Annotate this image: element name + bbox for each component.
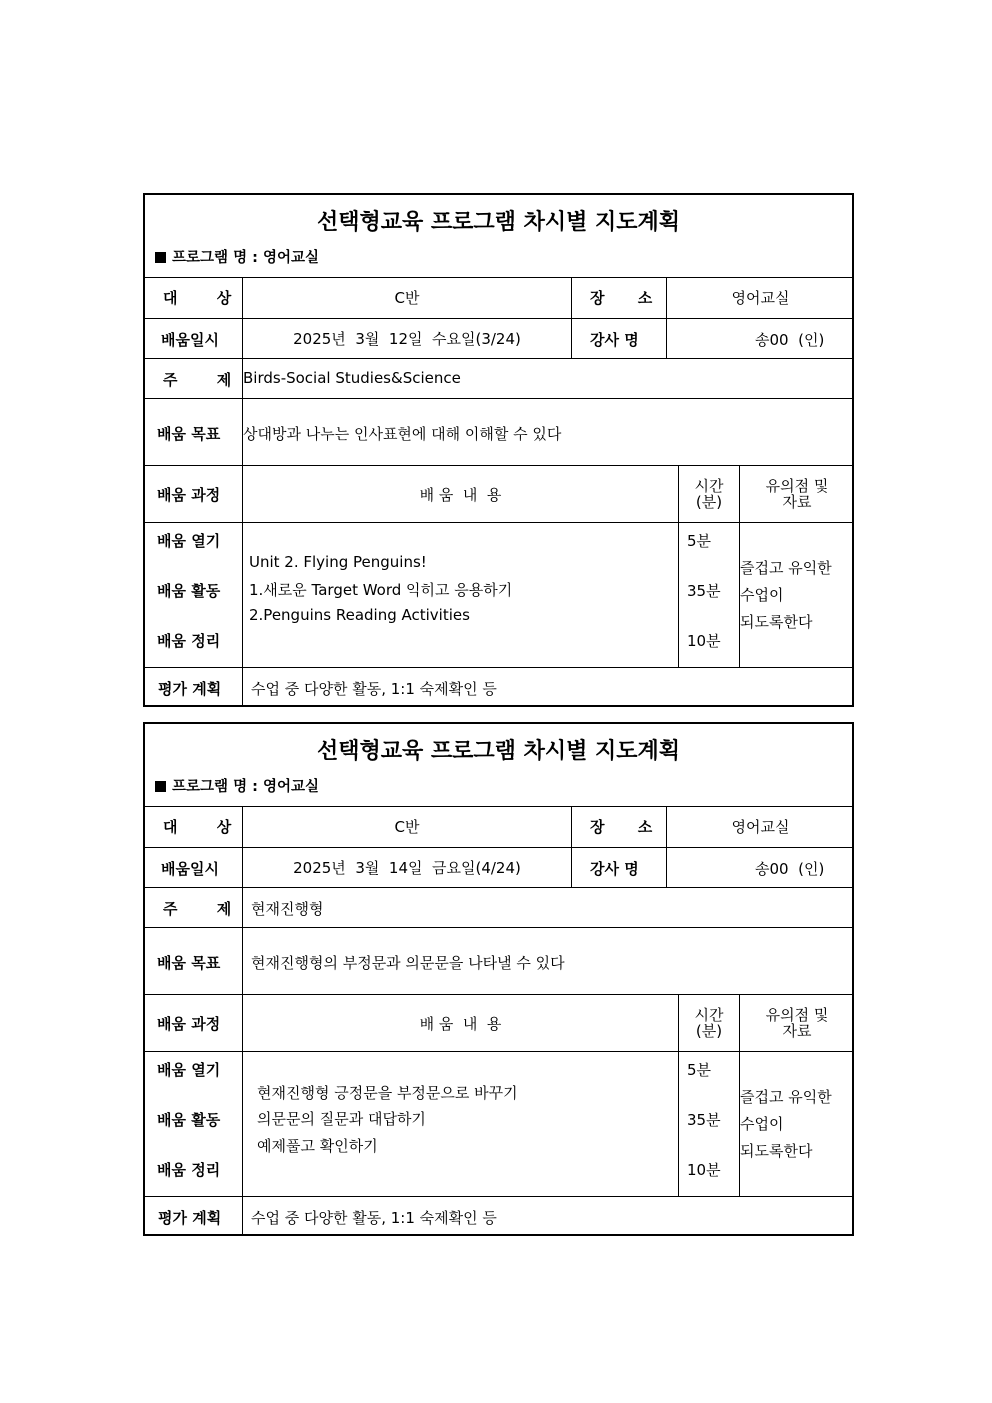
- teacher-value: 송00 (인): [755, 331, 825, 349]
- content-header-cell: [242, 994, 678, 1051]
- date-value: 2025년 3월 14일 금요일(4/24): [293, 859, 521, 877]
- content-header: 배 움 내 용: [419, 485, 502, 504]
- goal-label: 배움 목표: [157, 954, 221, 972]
- place-label-cell: [571, 806, 666, 847]
- content-line: 현재진행형 긍정문을 부정문으로 바꾸기: [257, 1084, 518, 1102]
- process-header: 배움 과정: [157, 1015, 221, 1033]
- topic-label-cell: [145, 358, 242, 398]
- process-header-cell: [145, 994, 242, 1051]
- notes-cell: [739, 1051, 854, 1196]
- place-label-cell: [571, 277, 666, 318]
- notes-header: 유의점 및 자료: [765, 1006, 829, 1040]
- square-bullet-icon: [155, 781, 166, 792]
- goal-label-cell: [145, 398, 242, 465]
- teacher-value-cell: [666, 318, 854, 358]
- topic-value: 현재진행형: [251, 900, 324, 918]
- teacher-label-cell: [571, 847, 666, 887]
- time-activity: 35분: [687, 582, 721, 600]
- content-line: 의문문의 질문과 대답하기: [257, 1110, 426, 1128]
- target-value-cell: [242, 806, 571, 847]
- time-header-cell: [678, 465, 739, 522]
- goal-label: 배움 목표: [157, 425, 221, 443]
- topic-label: 주 제: [163, 371, 232, 389]
- content-header: 배 움 내 용: [419, 1014, 502, 1033]
- goal-value: 상대방과 나누는 인사표현에 대해 이해할 수 있다: [243, 425, 562, 443]
- topic-label-cell: [145, 887, 242, 927]
- notes-line: 되도록한다: [740, 1142, 813, 1160]
- target-label: 대 상: [163, 818, 232, 836]
- place-label: 장 소: [590, 818, 653, 836]
- step-close: 배움 정리: [157, 1161, 221, 1179]
- content-cell: [242, 1051, 678, 1196]
- time-close: 10분: [687, 632, 721, 650]
- step-activity: 배움 활동: [157, 582, 221, 600]
- place-value-cell: [666, 806, 854, 847]
- program-name: 프로그램 명 : 영어교실: [155, 775, 325, 796]
- place-label: 장 소: [590, 289, 653, 307]
- teacher-value: 송00 (인): [755, 860, 825, 878]
- eval-value: 수업 중 다양한 활동, 1:1 숙제확인 등: [251, 680, 497, 698]
- teacher-label: 강사 명: [590, 331, 639, 349]
- time-header-cell: [678, 994, 739, 1051]
- lesson-plan-1: [143, 193, 854, 707]
- teacher-label-cell: [571, 318, 666, 358]
- notes-line: 수업이: [740, 1115, 784, 1133]
- time-activity: 35분: [687, 1111, 721, 1129]
- content-line: Unit 2. Flying Penguins!: [249, 553, 427, 571]
- plan-title: 선택형교육 프로그램 차시별 지도계획: [316, 209, 680, 235]
- step-open: 배움 열기: [157, 1061, 221, 1079]
- content-cell: [242, 522, 678, 667]
- date-value: 2025년 3월 12일 수요일(3/24): [293, 330, 521, 348]
- eval-label: 평가 계획: [158, 680, 222, 698]
- time-header: 시간 (분): [694, 477, 724, 511]
- notes-line: 수업이: [740, 586, 784, 604]
- goal-value: 현재진행형의 부정문과 의문문을 나타낼 수 있다: [251, 954, 565, 972]
- step-close: 배움 정리: [157, 632, 221, 650]
- target-label: 대 상: [163, 289, 232, 307]
- target-value: C반: [394, 818, 420, 836]
- content-line: 1.새로운 Target Word 익히고 응용하기: [249, 581, 513, 599]
- notes-cell: [739, 522, 854, 667]
- content-header-cell: [242, 465, 678, 522]
- time-open: 5분: [687, 532, 712, 550]
- goal-value-cell: [242, 398, 854, 465]
- topic-value: Birds-Social Studies&Science: [243, 369, 461, 387]
- date-label: 배움일시: [161, 860, 219, 878]
- process-header: 배움 과정: [157, 486, 221, 504]
- notes-header-cell: [739, 994, 854, 1051]
- eval-value-cell: [242, 1196, 854, 1234]
- steps-cell: [145, 522, 242, 667]
- lesson-plan-2: [143, 722, 854, 1236]
- place-value: 영어교실: [731, 818, 790, 836]
- topic-label: 주 제: [163, 900, 232, 918]
- eval-value-cell: [242, 667, 854, 705]
- eval-label-cell: [145, 1196, 242, 1234]
- date-value-cell: [242, 318, 571, 358]
- content-line: 2.Penguins Reading Activities: [249, 606, 470, 624]
- target-label-cell: [145, 277, 242, 318]
- program-name: 프로그램 명 : 영어교실: [155, 246, 325, 267]
- step-activity: 배움 활동: [157, 1111, 221, 1129]
- time-open: 5분: [687, 1061, 712, 1079]
- topic-value-cell: [242, 358, 854, 398]
- date-label-cell: [145, 847, 242, 887]
- topic-value-cell: [242, 887, 854, 927]
- steps-cell: [145, 1051, 242, 1196]
- target-label-cell: [145, 806, 242, 847]
- teacher-label: 강사 명: [590, 860, 639, 878]
- notes-line: 되도록한다: [740, 613, 813, 631]
- plan-title: 선택형교육 프로그램 차시별 지도계획: [316, 738, 680, 764]
- plan-header: [145, 724, 852, 807]
- eval-label-cell: [145, 667, 242, 705]
- target-value-cell: [242, 277, 571, 318]
- notes-line: 즐겁고 유익한: [740, 559, 832, 577]
- notes-line: 즐겁고 유익한: [740, 1088, 832, 1106]
- content-line: 예제풀고 확인하기: [257, 1137, 378, 1155]
- goal-value-cell: [242, 927, 854, 994]
- eval-label: 평가 계획: [158, 1209, 222, 1227]
- notes-header-cell: [739, 465, 854, 522]
- notes-header: 유의점 및 자료: [765, 477, 829, 511]
- time-cell: [678, 522, 739, 667]
- time-header: 시간 (분): [694, 1006, 724, 1040]
- place-value: 영어교실: [731, 289, 790, 307]
- plan-header: [145, 195, 852, 278]
- date-label-cell: [145, 318, 242, 358]
- step-open: 배움 열기: [157, 532, 221, 550]
- date-label: 배움일시: [161, 331, 219, 349]
- process-header-cell: [145, 465, 242, 522]
- target-value: C반: [394, 289, 420, 307]
- eval-value: 수업 중 다양한 활동, 1:1 숙제확인 등: [251, 1209, 497, 1227]
- square-bullet-icon: [155, 252, 166, 263]
- teacher-value-cell: [666, 847, 854, 887]
- time-close: 10분: [687, 1161, 721, 1179]
- place-value-cell: [666, 277, 854, 318]
- time-cell: [678, 1051, 739, 1196]
- date-value-cell: [242, 847, 571, 887]
- goal-label-cell: [145, 927, 242, 994]
